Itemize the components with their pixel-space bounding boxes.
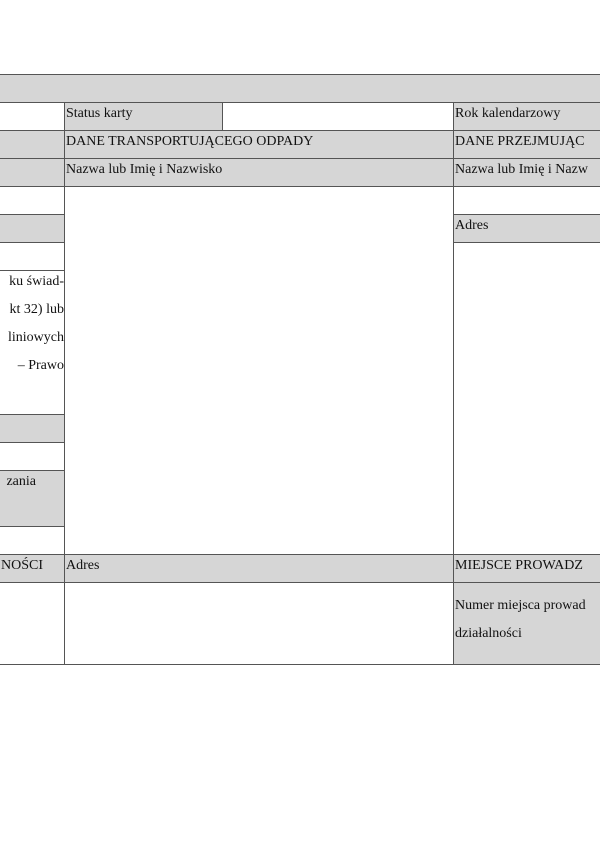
receiver-section-title: DANE PRZEJMUJĄC — [455, 134, 585, 149]
left-fragment-line-1: ku świad- — [9, 274, 64, 289]
receiver-place-header: MIEJSCE PROWADZ — [455, 558, 583, 573]
transporter-name-field[interactable] — [64, 186, 454, 555]
transporter-section-header — [64, 130, 454, 159]
left-gray-label-1 — [0, 214, 65, 243]
receiver-place-number-line-1: Numer miejsca prowad — [455, 598, 586, 613]
status-karty-label-cell — [64, 102, 223, 131]
left-zania-label: zania — [6, 474, 36, 489]
left-nosci-header-cell — [0, 554, 65, 583]
receiver-place-number-label-cell — [453, 582, 600, 665]
left-blank-field-1[interactable] — [0, 186, 65, 215]
receiver-address-label-cell — [453, 214, 600, 243]
left-blank-field-4[interactable] — [0, 526, 65, 555]
receiver-name-field[interactable] — [453, 186, 600, 215]
status-karty-value-field[interactable] — [222, 102, 454, 131]
receiver-address-field[interactable] — [453, 242, 600, 555]
left-gray-label-2 — [0, 414, 65, 443]
transporter-name-label: Nazwa lub Imię i Nazwisko — [66, 162, 223, 177]
receiver-address-label: Adres — [455, 218, 489, 233]
form-top-band — [0, 74, 600, 103]
left-blank-field-2[interactable] — [0, 242, 65, 271]
transporter-address-label-cell — [64, 554, 454, 583]
left-nosci-header: NOŚCI — [0, 558, 43, 573]
rok-kalendarzowy-label-cell — [453, 102, 600, 131]
receiver-section-header — [453, 130, 600, 159]
left-blank-field-3[interactable] — [0, 442, 65, 471]
rok-kalendarzowy-label: Rok kalendarzowy — [455, 106, 561, 121]
receiver-place-header-cell — [453, 554, 600, 583]
left-fragment-line-2: kt 32) lub — [9, 302, 64, 317]
left-name-label-cell — [0, 158, 65, 187]
left-fragment-line-4: – Prawo — [17, 358, 64, 373]
left-text-fragment-cell — [0, 270, 65, 415]
receiver-name-label-cell — [453, 158, 600, 187]
transporter-section-title: DANE TRANSPORTUJĄCEGO ODPADY — [66, 134, 314, 149]
left-blank-status-row — [0, 102, 65, 131]
receiver-name-label: Nazwa lub Imię i Nazw — [455, 162, 588, 177]
receiver-place-number-line-2: działalności — [455, 626, 522, 641]
left-fragment-line-3: liniowych — [8, 330, 64, 345]
transporter-address-label: Adres — [66, 558, 100, 573]
left-zania-label-cell — [0, 470, 65, 527]
transporter-name-label-cell — [64, 158, 454, 187]
left-section-header-cell — [0, 130, 65, 159]
status-karty-label: Status karty — [66, 106, 133, 121]
left-bottom-field[interactable] — [0, 582, 65, 665]
transporter-address-field[interactable] — [64, 582, 454, 665]
